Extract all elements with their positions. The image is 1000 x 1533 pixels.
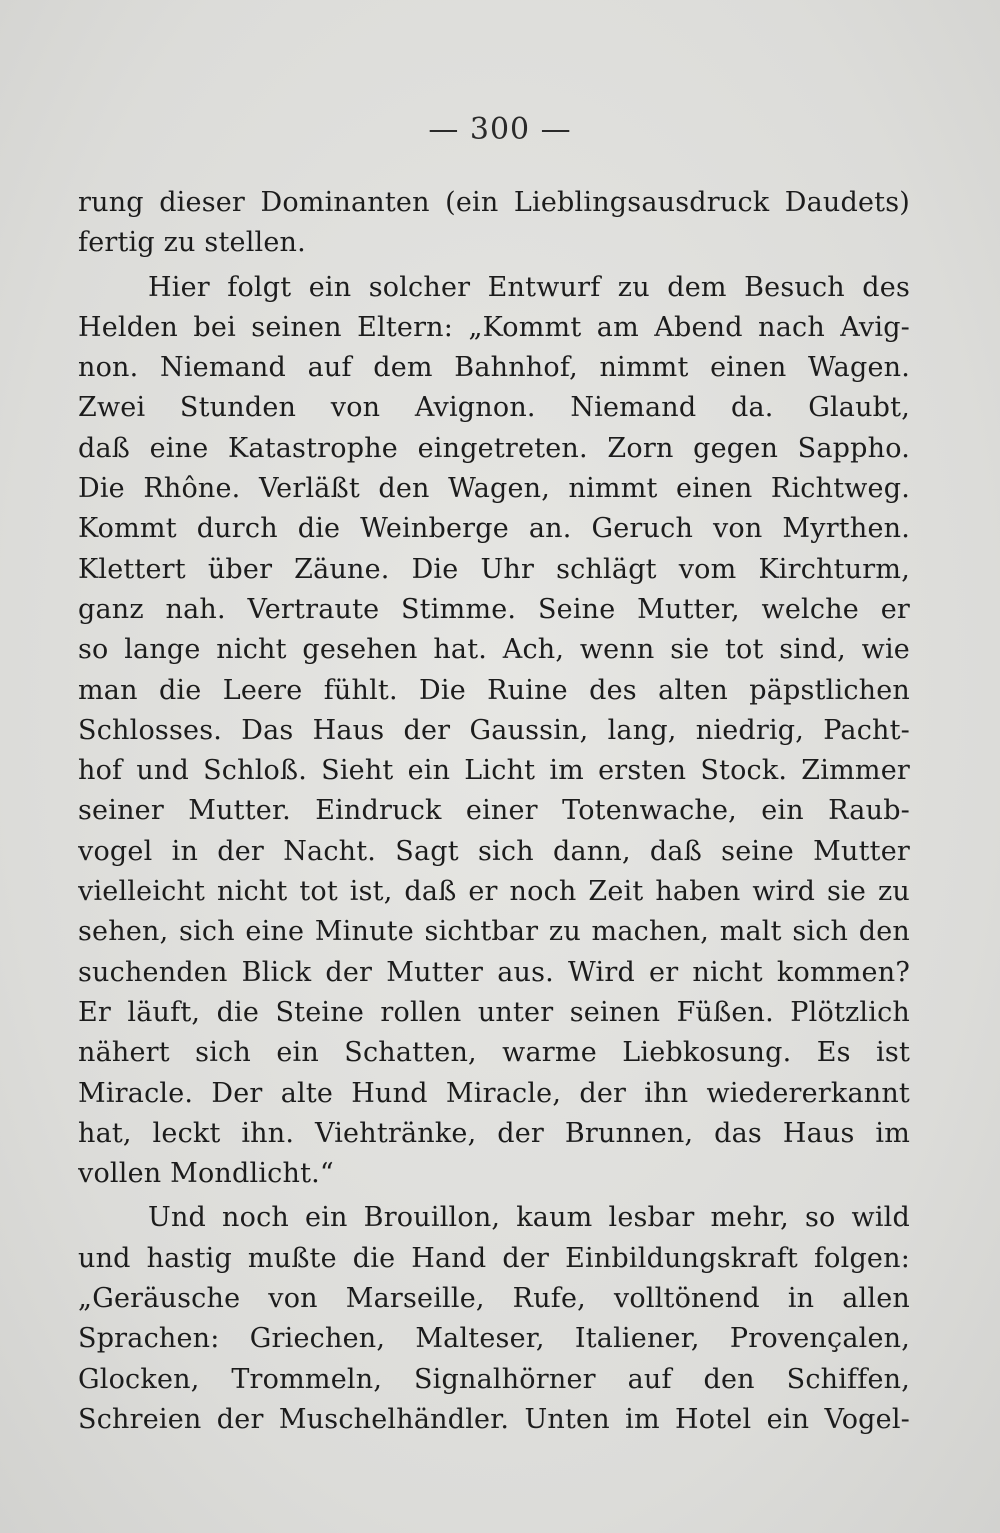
text-line: suchenden Blick der Mutter aus. Wird er nicht kommen?	[78, 956, 910, 988]
text-line: man die Leere fühlt. Die Ruine des alten päpstlichen	[78, 674, 910, 706]
text-line: hof und Schloß. Sieht ein Licht im ersten Stock. Zimmer	[78, 755, 910, 787]
text-line: non. Niemand auf dem Bahnhof, nimmt einen Wagen.	[78, 352, 910, 384]
text-line: so lange nicht gesehen hat. Ach, wenn sie tot sind, wie	[78, 634, 910, 666]
text-line: daß eine Katastrophe eingetreten. Zorn gegen Sappho.	[78, 432, 910, 464]
text-line: Helden bei seinen Eltern: „Kommt am Abend nach Avig-	[78, 311, 910, 343]
text-line: hat, leckt ihn. Viehtränke, der Brunnen, das Haus im	[78, 1117, 910, 1149]
text-line: Er läuft, die Steine rollen unter seinen Füßen. Plötzlich	[78, 996, 910, 1028]
text-line: Glocken, Trommeln, Signalhörner auf den Schiffen,	[78, 1363, 910, 1395]
text-line: Schreien der Muschelhändler. Unten im Hotel ein Vogel-	[78, 1403, 910, 1435]
text-line: vielleicht nicht tot ist, daß er noch Zeit haben wird sie zu	[78, 876, 910, 908]
paragraph-start-line: Und noch ein Brouillon, kaum lesbar mehr, so wild	[148, 1202, 910, 1234]
text-line: vogel in der Nacht. Sagt sich dann, daß seine Mutter	[78, 835, 910, 867]
text-line: vollen Mondlicht.“	[78, 1158, 334, 1190]
text-line: und hastig mußte die Hand der Einbildungskraft folgen:	[78, 1242, 910, 1274]
text-line: Sprachen: Griechen, Malteser, Italiener, Provençalen,	[78, 1323, 910, 1355]
text-line: Schlosses. Das Haus der Gaussin, lang, niedrig, Pacht-	[78, 714, 910, 746]
text-line: sehen, sich eine Minute sichtbar zu machen, malt sich den	[78, 916, 910, 948]
text-line: seiner Mutter. Eindruck einer Totenwache, ein Raub-	[78, 795, 910, 827]
text-line: ganz nah. Vertraute Stimme. Seine Mutter, welche er	[78, 593, 910, 625]
text-line: Kommt durch die Weinberge an. Geruch von Myrthen.	[78, 513, 910, 545]
text-line: Klettert über Zäune. Die Uhr schlägt vom Kirchturm,	[78, 553, 910, 585]
page-number: — 300 —	[428, 112, 572, 147]
text-line: Die Rhône. Verläßt den Wagen, nimmt einen Richtweg.	[78, 473, 910, 505]
text-line: fertig zu stellen.	[78, 227, 306, 259]
body-text	[78, 183, 910, 1440]
text-line: rung dieser Dominanten (ein Lieblingsausdruck Daudets)	[78, 187, 910, 218]
paragraph-start-line: Hier folgt ein solcher Entwurf zu dem Besuch des	[148, 271, 910, 303]
text-line: Zwei Stunden von Avignon. Niemand da. Glaubt,	[78, 392, 910, 424]
text-line: „Geräusche von Marseille, Rufe, volltönend in allen	[78, 1283, 910, 1315]
text-line: nähert sich ein Schatten, warme Liebkosung. Es ist	[78, 1037, 910, 1069]
text-line: Miracle. Der alte Hund Miracle, der ihn wiedererkannt	[78, 1077, 910, 1109]
